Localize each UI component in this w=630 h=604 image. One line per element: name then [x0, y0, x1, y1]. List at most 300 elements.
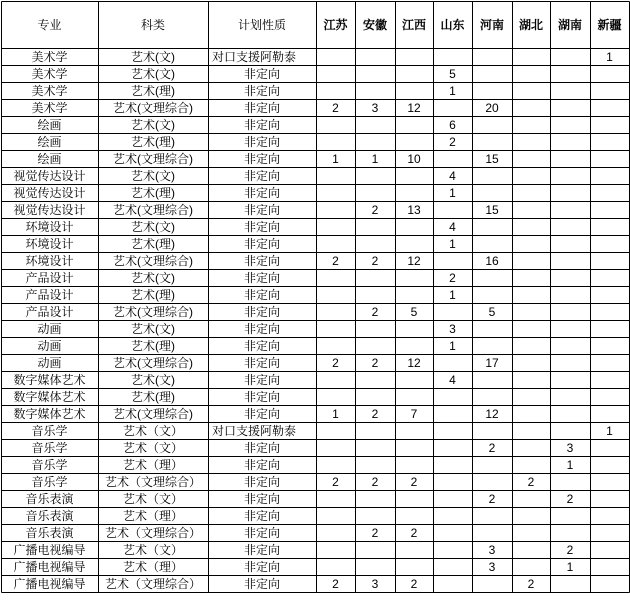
quota-cell-河南	[472, 185, 512, 201]
major-cell: 绘画	[37, 135, 62, 149]
quota-cell-江苏: 2	[332, 475, 339, 489]
quota-cell-湖北	[512, 219, 550, 235]
quota-cell-湖南	[550, 576, 590, 592]
quota-cell-湖南: 2	[566, 543, 574, 557]
quota-cell-湖北	[512, 440, 550, 456]
quota-cell-江西	[395, 389, 433, 405]
category-cell: 艺术(理)	[131, 186, 175, 200]
quota-cell-湖北	[512, 134, 550, 150]
header-8: 湖北	[518, 17, 543, 32]
major-cell: 视觉传达设计	[13, 169, 86, 183]
quota-cell-河南	[472, 219, 512, 235]
quota-cell-江西	[395, 117, 433, 133]
quota-cell-安徽	[355, 270, 395, 286]
quota-cell-河南	[472, 576, 512, 592]
quota-cell-江苏	[316, 338, 355, 354]
quota-cell-河南	[472, 525, 512, 541]
quota-cell-湖南: 1	[566, 560, 574, 574]
quota-cell-江苏	[316, 49, 355, 65]
quota-cell-山东	[433, 151, 472, 167]
plan-type-cell: 非定向	[243, 288, 280, 302]
quota-cell-山东	[433, 457, 472, 473]
quota-cell-河南: 2	[488, 492, 496, 506]
major-cell: 广播电视编导	[13, 577, 86, 591]
plan-type-cell: 非定向	[243, 118, 280, 132]
quota-cell-江苏	[316, 83, 355, 99]
header-6: 山东	[440, 17, 465, 32]
quota-cell-山东	[433, 406, 472, 422]
quota-cell-江西	[395, 83, 433, 99]
plan-type-cell: 非定向	[243, 577, 280, 591]
plan-type-cell: 非定向	[243, 271, 280, 285]
quota-cell-江苏: 1	[332, 407, 339, 421]
quota-cell-湖北	[512, 542, 550, 558]
category-cell: 艺术(文理综合)	[113, 254, 193, 268]
quota-cell-江西	[395, 372, 433, 388]
major-cell: 绘画	[37, 118, 62, 132]
quota-cell-江西: 7	[410, 407, 418, 421]
plan-type-cell: 非定向	[243, 254, 280, 268]
quota-cell-山东: 4	[449, 169, 456, 183]
category-cell: 艺术(文)	[131, 373, 175, 387]
quota-cell-安徽	[355, 491, 395, 507]
quota-cell-山东	[433, 100, 472, 116]
quota-cell-湖北	[512, 338, 550, 354]
quota-cell-湖北: 2	[527, 475, 535, 489]
quota-cell-江苏	[316, 66, 355, 82]
category-cell: 艺术(文理综合)	[113, 152, 193, 166]
quota-cell-新疆	[590, 508, 629, 524]
quota-cell-湖南	[550, 185, 590, 201]
quota-cell-江苏	[316, 270, 355, 286]
quota-cell-河南	[472, 66, 512, 82]
quota-cell-江西	[395, 287, 433, 303]
quota-cell-湖南: 3	[566, 441, 574, 455]
quota-cell-河南	[472, 236, 512, 252]
quota-cell-山东	[433, 423, 472, 439]
major-cell: 音乐表演	[25, 509, 74, 523]
quota-cell-山东	[433, 389, 472, 405]
category-cell: 艺术(文)	[131, 322, 175, 336]
quota-cell-山东	[433, 576, 472, 592]
quota-cell-江苏: 2	[332, 356, 339, 370]
quota-cell-江西	[395, 423, 433, 439]
major-cell: 广播电视编导	[13, 543, 86, 557]
plan-type-cell: 非定向	[243, 560, 280, 574]
category-cell: 艺术（文理综合）	[104, 577, 201, 591]
quota-cell-江苏: 1	[332, 152, 339, 166]
quota-cell-山东	[433, 542, 472, 558]
major-cell: 视觉传达设计	[13, 186, 86, 200]
category-cell: 艺术(理)	[131, 339, 175, 353]
major-cell: 动画	[37, 322, 62, 336]
quota-cell-江苏	[316, 559, 355, 575]
quota-cell-安徽: 3	[371, 101, 379, 115]
quota-cell-江西	[395, 236, 433, 252]
quota-cell-山东: 2	[449, 271, 456, 285]
quota-cell-安徽: 3	[371, 577, 379, 591]
quota-cell-安徽	[355, 457, 395, 473]
quota-cell-山东	[433, 525, 472, 541]
quota-cell-江苏	[316, 117, 355, 133]
quota-cell-新疆	[590, 100, 629, 116]
quota-cell-江苏	[316, 542, 355, 558]
quota-cell-湖北	[512, 100, 550, 116]
quota-cell-新疆	[590, 151, 629, 167]
quota-cell-江西	[395, 270, 433, 286]
quota-cell-江西	[395, 168, 433, 184]
quota-cell-新疆	[590, 491, 629, 507]
category-cell: 艺术（理）	[122, 560, 183, 574]
quota-cell-山东	[433, 491, 472, 507]
quota-cell-河南: 3	[488, 560, 496, 574]
quota-cell-江苏	[316, 440, 355, 456]
header-1: 科类	[140, 17, 165, 32]
quota-cell-河南	[472, 457, 512, 473]
major-cell: 音乐表演	[25, 526, 74, 540]
quota-cell-湖北	[512, 185, 550, 201]
quota-cell-江西: 13	[407, 203, 421, 217]
major-cell: 动画	[37, 339, 62, 353]
quota-cell-湖南	[550, 100, 590, 116]
quota-cell-江西	[395, 49, 433, 65]
quota-cell-湖北	[512, 423, 550, 439]
quota-cell-山东	[433, 304, 472, 320]
category-cell: 艺术(理)	[131, 390, 175, 404]
quota-cell-安徽	[355, 219, 395, 235]
quota-cell-新疆	[590, 440, 629, 456]
major-cell: 美术学	[31, 50, 68, 64]
quota-cell-江苏	[316, 185, 355, 201]
header-0: 专业	[37, 17, 62, 32]
quota-cell-湖北	[512, 372, 550, 388]
quota-cell-湖南	[550, 304, 590, 320]
quota-cell-江西	[395, 440, 433, 456]
category-cell: 艺术（文）	[122, 424, 183, 438]
major-cell: 环境设计	[25, 237, 74, 251]
quota-cell-湖南	[550, 253, 590, 269]
quota-cell-江西	[395, 559, 433, 575]
quota-cell-新疆	[590, 134, 629, 150]
category-cell: 艺术(文)	[131, 118, 175, 132]
plan-type-cell: 非定向	[243, 135, 280, 149]
quota-cell-江苏	[316, 168, 355, 184]
quota-cell-安徽	[355, 287, 395, 303]
quota-cell-新疆	[590, 355, 629, 371]
plan-type-cell: 非定向	[243, 458, 280, 472]
quota-cell-湖南	[550, 168, 590, 184]
quota-cell-新疆	[590, 406, 629, 422]
quota-cell-安徽	[355, 66, 395, 82]
quota-cell-河南	[472, 508, 512, 524]
quota-cell-新疆	[590, 576, 629, 592]
category-cell: 艺术(理)	[131, 135, 175, 149]
quota-cell-安徽: 2	[371, 475, 379, 489]
quota-cell-江西	[395, 134, 433, 150]
quota-cell-湖北	[512, 491, 550, 507]
quota-cell-湖北	[512, 49, 550, 65]
major-cell: 音乐学	[31, 441, 68, 455]
quota-cell-江苏	[316, 304, 355, 320]
quota-cell-河南: 12	[485, 407, 499, 421]
quota-cell-河南	[472, 474, 512, 490]
quota-cell-江西: 2	[410, 475, 418, 489]
quota-cell-安徽: 2	[371, 305, 379, 319]
quota-cell-新疆	[590, 338, 629, 354]
category-cell: 艺术(文理综合)	[113, 203, 193, 217]
plan-type-cell: 非定向	[243, 84, 280, 98]
header-9: 湖南	[557, 17, 582, 32]
quota-cell-湖南	[550, 525, 590, 541]
category-cell: 艺术(文理综合)	[113, 305, 193, 319]
quota-cell-湖北	[512, 66, 550, 82]
quota-cell-安徽	[355, 372, 395, 388]
quota-cell-湖北	[512, 525, 550, 541]
quota-cell-湖南	[550, 134, 590, 150]
quota-cell-山东	[433, 355, 472, 371]
quota-cell-湖南: 2	[566, 492, 574, 506]
quota-cell-新疆	[590, 321, 629, 337]
quota-cell-山东	[433, 474, 472, 490]
quota-cell-新疆: 1	[606, 50, 613, 64]
quota-cell-湖南	[550, 474, 590, 490]
category-cell: 艺术(文)	[131, 50, 175, 64]
quota-cell-河南	[472, 168, 512, 184]
plan-type-cell: 非定向	[243, 407, 280, 421]
quota-cell-新疆	[590, 542, 629, 558]
category-cell: 艺术（文）	[122, 441, 183, 455]
quota-cell-山东	[433, 202, 472, 218]
header-7: 河南	[479, 17, 504, 32]
quota-cell-湖南	[550, 355, 590, 371]
quota-cell-湖北	[512, 287, 550, 303]
category-cell: 艺术（理）	[122, 458, 183, 472]
quota-cell-江西: 12	[407, 356, 421, 370]
category-cell: 艺术（理）	[122, 509, 183, 523]
major-cell: 产品设计	[25, 305, 74, 319]
category-cell: 艺术(理)	[131, 84, 175, 98]
quota-cell-湖北	[512, 321, 550, 337]
quota-cell-山东: 1	[449, 84, 456, 98]
quota-cell-河南: 2	[488, 441, 496, 455]
quota-cell-山东	[433, 559, 472, 575]
quota-cell-江苏	[316, 287, 355, 303]
quota-cell-河南	[472, 134, 512, 150]
major-cell: 音乐学	[31, 475, 68, 489]
quota-cell-湖北: 2	[527, 577, 535, 591]
quota-cell-湖南	[550, 389, 590, 405]
quota-cell-安徽	[355, 559, 395, 575]
quota-cell-安徽	[355, 440, 395, 456]
quota-cell-湖北	[512, 270, 550, 286]
quota-cell-山东: 1	[449, 339, 456, 353]
quota-cell-安徽: 2	[371, 203, 379, 217]
quota-cell-山东: 5	[449, 67, 456, 81]
plan-type-cell: 非定向	[243, 543, 280, 557]
quota-cell-江西: 12	[407, 101, 421, 115]
plan-type-cell: 非定向	[243, 509, 280, 523]
quota-cell-江苏	[316, 491, 355, 507]
category-cell: 艺术(文)	[131, 67, 175, 81]
quota-cell-河南	[472, 338, 512, 354]
quota-cell-新疆	[590, 457, 629, 473]
quota-cell-河南	[472, 117, 512, 133]
quota-cell-江苏	[316, 372, 355, 388]
quota-cell-新疆	[590, 168, 629, 184]
category-cell: 艺术(文理综合)	[113, 101, 193, 115]
major-cell: 动画	[37, 356, 62, 370]
quota-cell-江西	[395, 219, 433, 235]
category-cell: 艺术(文)	[131, 271, 175, 285]
major-cell: 视觉传达设计	[13, 203, 86, 217]
quota-cell-湖南	[550, 66, 590, 82]
quota-cell-新疆	[590, 304, 629, 320]
quota-cell-新疆	[590, 287, 629, 303]
plan-type-cell: 非定向	[243, 237, 280, 251]
quota-cell-湖南	[550, 406, 590, 422]
plan-type-cell: 非定向	[243, 339, 280, 353]
major-cell: 美术学	[31, 67, 68, 81]
quota-cell-湖南	[550, 117, 590, 133]
quota-cell-安徽	[355, 134, 395, 150]
quota-cell-湖北	[512, 559, 550, 575]
quota-cell-安徽	[355, 542, 395, 558]
quota-cell-新疆	[590, 185, 629, 201]
quota-cell-新疆	[590, 66, 629, 82]
quota-cell-安徽	[355, 389, 395, 405]
quota-cell-江西: 5	[410, 305, 418, 319]
quota-cell-安徽: 2	[371, 356, 379, 370]
plan-type-cell: 非定向	[243, 220, 280, 234]
quota-cell-江西	[395, 542, 433, 558]
quota-cell-山东	[433, 440, 472, 456]
quota-cell-安徽: 2	[371, 526, 379, 540]
quota-cell-新疆	[590, 389, 629, 405]
quota-cell-湖北	[512, 508, 550, 524]
quota-cell-山东: 4	[449, 220, 456, 234]
quota-cell-安徽: 2	[371, 407, 379, 421]
quota-cell-湖南	[550, 202, 590, 218]
quota-cell-安徽: 2	[371, 254, 379, 268]
quota-cell-湖南	[550, 270, 590, 286]
category-cell: 艺术（文）	[122, 492, 183, 506]
quota-cell-新疆	[590, 117, 629, 133]
plan-type-cell: 非定向	[243, 305, 280, 319]
quota-cell-湖北	[512, 117, 550, 133]
quota-cell-河南	[472, 49, 512, 65]
category-cell: 艺术（文）	[122, 543, 183, 557]
quota-cell-江西	[395, 338, 433, 354]
quota-cell-河南: 5	[488, 305, 496, 319]
major-cell: 美术学	[31, 101, 68, 115]
header-2: 计划性质	[237, 17, 286, 32]
quota-cell-江西	[395, 185, 433, 201]
category-cell: 艺术(文理综合)	[113, 407, 193, 421]
major-cell: 美术学	[31, 84, 68, 98]
header-3: 江苏	[323, 17, 348, 32]
quota-cell-河南	[472, 287, 512, 303]
quota-cell-江西: 12	[407, 254, 421, 268]
quota-cell-湖南	[550, 338, 590, 354]
quota-cell-安徽	[355, 508, 395, 524]
major-cell: 环境设计	[25, 254, 74, 268]
quota-cell-新疆	[590, 525, 629, 541]
major-cell: 产品设计	[25, 288, 74, 302]
quota-cell-江西: 10	[407, 152, 421, 166]
quota-cell-安徽	[355, 117, 395, 133]
plan-type-cell: 非定向	[243, 526, 280, 540]
plan-type-cell: 非定向	[243, 356, 280, 370]
plan-type-cell: 非定向	[243, 373, 280, 387]
quota-cell-山东: 1	[449, 237, 456, 251]
quota-cell-河南	[472, 321, 512, 337]
header-4: 安徽	[362, 17, 387, 32]
quota-cell-江苏: 2	[332, 254, 339, 268]
quota-cell-湖北	[512, 304, 550, 320]
quota-cell-河南	[472, 423, 512, 439]
quota-cell-江西: 2	[410, 526, 418, 540]
category-cell: 艺术(文理综合)	[113, 356, 193, 370]
quota-cell-河南: 15	[485, 152, 499, 166]
quota-cell-安徽	[355, 83, 395, 99]
plan-type-cell: 非定向	[243, 475, 280, 489]
major-cell: 音乐表演	[25, 492, 74, 506]
plan-type-cell: 非定向	[243, 322, 280, 336]
quota-cell-湖南	[550, 219, 590, 235]
major-cell: 环境设计	[25, 220, 74, 234]
major-cell: 数字媒体艺术	[13, 390, 86, 404]
header-10: 新疆	[597, 17, 622, 32]
category-cell: 艺术（文理综合）	[104, 475, 201, 489]
quota-cell-安徽	[355, 321, 395, 337]
quota-cell-江苏	[316, 457, 355, 473]
quota-cell-湖北	[512, 406, 550, 422]
quota-cell-山东: 6	[449, 118, 456, 132]
major-cell: 广播电视编导	[13, 560, 86, 574]
quota-cell-湖南	[550, 508, 590, 524]
quota-cell-河南: 20	[485, 101, 499, 115]
major-cell: 产品设计	[25, 271, 74, 285]
quota-cell-河南	[472, 372, 512, 388]
quota-cell-湖北	[512, 202, 550, 218]
quota-cell-山东	[433, 49, 472, 65]
quota-cell-山东: 2	[449, 135, 456, 149]
quota-cell-河南: 17	[485, 356, 499, 370]
category-cell: 艺术（文理综合）	[104, 526, 201, 540]
quota-cell-湖南	[550, 236, 590, 252]
quota-cell-湖北	[512, 151, 550, 167]
quota-cell-山东: 4	[449, 373, 456, 387]
major-cell: 数字媒体艺术	[13, 373, 86, 387]
quota-cell-新疆	[590, 253, 629, 269]
quota-cell-江苏	[316, 389, 355, 405]
quota-cell-江西	[395, 508, 433, 524]
quota-cell-山东	[433, 508, 472, 524]
quota-cell-河南: 3	[488, 543, 496, 557]
quota-cell-湖南	[550, 423, 590, 439]
plan-type-cell: 非定向	[243, 101, 280, 115]
quota-cell-山东	[433, 253, 472, 269]
plan-type-cell: 对口支援阿勒泰	[212, 424, 297, 438]
major-cell: 绘画	[37, 152, 62, 166]
quota-cell-江苏	[316, 202, 355, 218]
plan-type-cell: 非定向	[243, 67, 280, 81]
quota-cell-湖南	[550, 287, 590, 303]
quota-cell-安徽	[355, 185, 395, 201]
quota-cell-新疆	[590, 559, 629, 575]
quota-cell-安徽	[355, 168, 395, 184]
major-cell: 数字媒体艺术	[13, 407, 86, 421]
